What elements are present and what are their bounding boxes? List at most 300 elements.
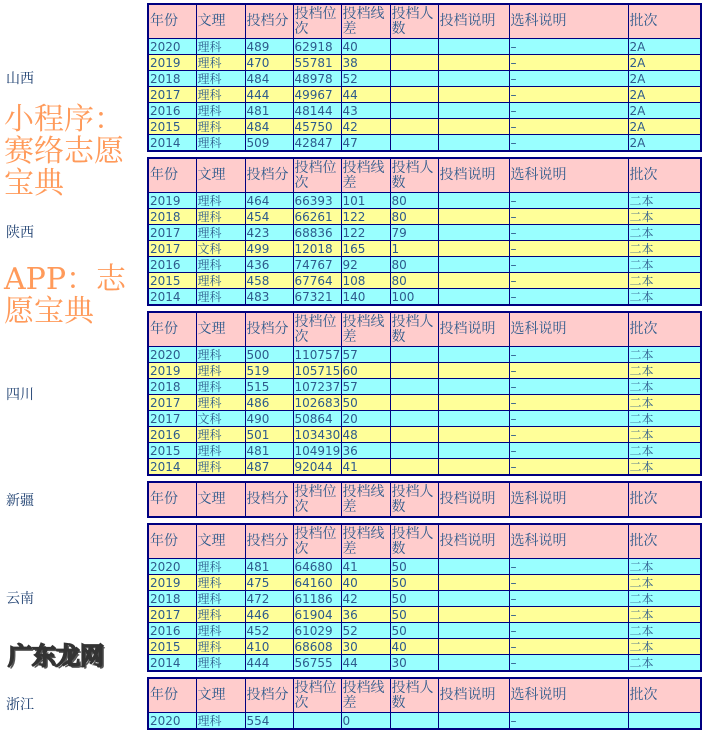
table-cell: 481	[245, 443, 293, 459]
column-header: 投档线差	[341, 482, 390, 517]
table-cell: 2017	[148, 225, 196, 241]
table-cell: 101	[341, 193, 390, 209]
table-cell: 2020	[148, 347, 196, 363]
table-row	[148, 607, 701, 623]
table-cell	[438, 55, 509, 71]
table-cell: 2015	[148, 273, 196, 289]
table-cell: 理科	[196, 459, 245, 476]
table-cell: 481	[245, 559, 293, 575]
table-cell: 2019	[148, 193, 196, 209]
table-cell: 2014	[148, 459, 196, 476]
column-header: 投档位次	[293, 312, 341, 347]
table-cell: 二本	[628, 273, 701, 289]
province-label: 新疆	[6, 492, 34, 509]
column-header: 投档线差	[341, 312, 390, 347]
table-cell: 二本	[628, 655, 701, 672]
table-cell: 2A	[628, 119, 701, 135]
column-header: 选科说明	[509, 312, 628, 347]
table-row	[148, 39, 701, 55]
table-cell: 理科	[196, 607, 245, 623]
table-cell: 55781	[293, 55, 341, 71]
column-header: 年份	[148, 312, 196, 347]
table-cell: 2020	[148, 39, 196, 55]
table-cell: 1	[390, 241, 438, 257]
table-cell: 40	[390, 639, 438, 655]
column-header: 年份	[148, 482, 196, 517]
table-cell: 理科	[196, 209, 245, 225]
table-cell	[438, 639, 509, 655]
table-cell: 36	[341, 443, 390, 459]
table-cell: 107237	[294, 379, 341, 394]
table-cell: 105715	[294, 363, 341, 378]
table-cell	[438, 411, 509, 427]
table-row	[148, 575, 701, 591]
table-row	[148, 639, 701, 655]
table-cell	[438, 363, 509, 379]
table-cell: –	[509, 639, 628, 655]
table-cell: 509	[245, 135, 293, 152]
table-row	[148, 119, 701, 135]
column-header: 投档人数	[390, 158, 438, 193]
table-row	[148, 55, 701, 71]
table-header-row	[148, 158, 701, 193]
table-cell: 122	[341, 209, 390, 225]
column-header: 投档线差	[341, 158, 390, 193]
score-tables	[0, 3, 704, 735]
table-cell: 45750	[293, 119, 341, 135]
table-cell: 文科	[196, 241, 245, 257]
column-header: 投档线差	[341, 678, 390, 713]
table-cell: 2018	[148, 209, 196, 225]
table-cell: 80	[390, 273, 438, 289]
table-cell: –	[509, 119, 628, 135]
table-cell	[390, 427, 438, 443]
column-header: 年份	[148, 524, 196, 559]
table-cell	[390, 395, 438, 411]
table-cell: 499	[245, 241, 293, 257]
table-cell: 2A	[628, 71, 701, 87]
table-cell: 二本	[628, 225, 701, 241]
table-cell: –	[509, 209, 628, 225]
table-cell: 110757	[294, 347, 341, 362]
table-cell	[438, 591, 509, 607]
column-header: 投档线差	[341, 524, 390, 559]
table-cell: 44	[341, 87, 390, 103]
admission-table	[147, 311, 702, 476]
column-header: 投档分	[245, 678, 293, 713]
column-header: 投档说明	[438, 524, 509, 559]
table-cell: –	[509, 225, 628, 241]
table-row	[148, 241, 701, 257]
table-cell: 57	[341, 347, 390, 363]
province-label: 陕西	[6, 224, 34, 241]
table-cell	[390, 39, 438, 55]
column-header: 投档人数	[390, 678, 438, 713]
table-cell	[390, 135, 438, 152]
table-cell	[438, 607, 509, 623]
table-cell: 458	[245, 273, 293, 289]
column-header: 批次	[628, 4, 701, 39]
column-header: 投档位次	[293, 158, 341, 193]
table-cell: 理科	[196, 623, 245, 639]
table-cell: 二本	[628, 395, 701, 411]
table-cell: 40	[341, 575, 390, 591]
table-header-row	[148, 678, 701, 713]
table-cell	[390, 87, 438, 103]
table-cell: 444	[245, 655, 293, 672]
table-cell: 二本	[628, 411, 701, 427]
column-header: 文理	[196, 4, 245, 39]
table-cell: 41	[341, 459, 390, 476]
table-cell: 67321	[293, 289, 341, 306]
table-cell: –	[509, 655, 628, 672]
table-cell: 50	[390, 607, 438, 623]
table-row	[148, 411, 701, 427]
table-cell: 48978	[293, 71, 341, 87]
table-cell: 50	[390, 575, 438, 591]
table-cell: 79	[390, 225, 438, 241]
table-cell: 理科	[196, 193, 245, 209]
table-cell: 二本	[628, 241, 701, 257]
table-cell: 40	[341, 39, 390, 55]
table-cell	[438, 623, 509, 639]
table-cell: 二本	[628, 459, 701, 476]
column-header: 投档线差	[341, 4, 390, 39]
table-cell: 二本	[628, 209, 701, 225]
column-header: 投档说明	[438, 482, 509, 517]
table-cell	[438, 575, 509, 591]
table-cell	[438, 225, 509, 241]
province-label: 浙江	[6, 696, 34, 713]
table-cell: 2018	[148, 379, 196, 395]
table-cell: –	[509, 591, 628, 607]
table-header-row	[148, 482, 701, 517]
table-cell: 48144	[293, 103, 341, 119]
table-cell: 2A	[628, 103, 701, 119]
province-label: 四川	[6, 386, 34, 403]
table-cell: 423	[245, 225, 293, 241]
table-cell: 66393	[293, 193, 341, 209]
table-cell: 2A	[628, 39, 701, 55]
admission-table	[147, 677, 702, 730]
column-header: 投档人数	[390, 312, 438, 347]
column-header: 批次	[628, 524, 701, 559]
column-header: 投档说明	[438, 312, 509, 347]
table-row	[148, 193, 701, 209]
column-header: 投档分	[245, 482, 293, 517]
table-row	[148, 559, 701, 575]
table-cell: 74767	[293, 257, 341, 273]
table-cell: 490	[245, 411, 293, 427]
table-cell: 2014	[148, 655, 196, 672]
table-cell: 理科	[196, 379, 245, 395]
table-cell: 554	[245, 713, 293, 730]
admission-table	[147, 481, 702, 518]
table-cell: 二本	[628, 623, 701, 639]
table-cell: 2018	[148, 591, 196, 607]
table-cell: –	[509, 459, 628, 476]
table-cell: 52	[341, 623, 390, 639]
table-cell	[438, 347, 509, 363]
table-cell: 2018	[148, 71, 196, 87]
column-header: 投档说明	[438, 4, 509, 39]
table-cell: 42	[341, 119, 390, 135]
table-cell: 41	[341, 559, 390, 575]
table-cell: 理科	[196, 559, 245, 575]
table-cell: 2014	[148, 289, 196, 306]
column-header: 投档位次	[293, 482, 341, 517]
table-cell: 57	[341, 379, 390, 395]
table-cell	[438, 71, 509, 87]
table-cell: 50	[341, 395, 390, 411]
table-cell: 102683	[294, 395, 341, 410]
admission-table	[147, 157, 702, 306]
table-cell: 30	[390, 655, 438, 672]
table-row	[148, 591, 701, 607]
column-header: 投档分	[245, 524, 293, 559]
table-cell: 二本	[628, 379, 701, 395]
admission-table	[147, 523, 702, 672]
column-header: 文理	[196, 524, 245, 559]
table-row	[148, 443, 701, 459]
table-cell	[438, 559, 509, 575]
table-cell: 二本	[628, 193, 701, 209]
table-cell: 理科	[196, 39, 245, 55]
table-row	[148, 87, 701, 103]
table-cell: 理科	[196, 289, 245, 306]
table-cell: –	[509, 443, 628, 459]
table-cell: 500	[245, 347, 293, 363]
table-cell: 理科	[196, 225, 245, 241]
province-section	[0, 677, 704, 730]
column-header: 选科说明	[509, 4, 628, 39]
table-cell: 二本	[628, 607, 701, 623]
table-cell	[438, 135, 509, 152]
column-header: 批次	[628, 158, 701, 193]
table-cell: 64160	[293, 575, 341, 591]
table-cell: –	[509, 55, 628, 71]
table-cell: 472	[245, 591, 293, 607]
table-cell	[390, 71, 438, 87]
table-cell: 486	[245, 395, 293, 411]
table-cell: 理科	[196, 119, 245, 135]
table-cell	[438, 379, 509, 395]
table-cell: 二本	[628, 289, 701, 306]
column-header: 投档说明	[438, 678, 509, 713]
column-header: 投档人数	[390, 524, 438, 559]
table-cell: 49967	[293, 87, 341, 103]
table-cell: 2015	[148, 443, 196, 459]
table-cell: –	[509, 363, 628, 379]
table-cell: 2017	[148, 241, 196, 257]
table-cell: 47	[341, 135, 390, 152]
table-cell: 理科	[196, 713, 245, 730]
table-cell: 452	[245, 623, 293, 639]
province-label: 山西	[6, 70, 34, 87]
table-cell	[390, 103, 438, 119]
table-cell: 68608	[293, 639, 341, 655]
table-cell: 2015	[148, 119, 196, 135]
table-cell	[438, 273, 509, 289]
table-cell: 30	[341, 639, 390, 655]
table-cell: 2017	[148, 411, 196, 427]
table-cell: –	[509, 411, 628, 427]
table-cell: 理科	[196, 257, 245, 273]
table-cell: 2020	[148, 559, 196, 575]
table-cell	[438, 257, 509, 273]
table-cell	[438, 39, 509, 55]
column-header: 文理	[196, 482, 245, 517]
table-row	[148, 347, 701, 363]
table-cell	[438, 427, 509, 443]
table-cell: 464	[245, 193, 293, 209]
column-header: 投档人数	[390, 4, 438, 39]
table-cell: 481	[245, 103, 293, 119]
table-cell: 50	[390, 623, 438, 639]
table-cell: 理科	[196, 347, 245, 363]
table-cell: 470	[245, 55, 293, 71]
table-cell: 501	[245, 427, 293, 443]
table-row	[148, 71, 701, 87]
table-cell: 519	[245, 363, 293, 379]
table-cell	[293, 713, 341, 730]
table-cell: 56755	[293, 655, 341, 672]
column-header: 投档说明	[438, 158, 509, 193]
table-cell: 484	[245, 71, 293, 87]
table-cell: –	[509, 39, 628, 55]
table-row	[148, 209, 701, 225]
table-cell	[390, 55, 438, 71]
column-header: 投档位次	[293, 678, 341, 713]
table-cell: 二本	[628, 257, 701, 273]
province-section	[0, 481, 704, 518]
table-cell: 64680	[293, 559, 341, 575]
table-cell: 61186	[293, 591, 341, 607]
table-cell: 理科	[196, 591, 245, 607]
table-cell: –	[509, 87, 628, 103]
watermark-miniprogram: 小程序：赛络志愿宝典	[4, 102, 124, 201]
table-cell	[438, 241, 509, 257]
table-cell: –	[509, 241, 628, 257]
column-header: 投档分	[245, 312, 293, 347]
table-cell: –	[509, 135, 628, 152]
column-header: 选科说明	[509, 482, 628, 517]
table-cell: 44	[341, 655, 390, 672]
table-cell: 61029	[293, 623, 341, 639]
table-cell: –	[509, 713, 628, 730]
table-cell	[438, 459, 509, 476]
table-cell: 2016	[148, 103, 196, 119]
table-cell: 理科	[196, 639, 245, 655]
table-cell: 理科	[196, 427, 245, 443]
table-cell: 60	[341, 363, 390, 379]
table-cell: 80	[390, 209, 438, 225]
table-row	[148, 257, 701, 273]
table-row	[148, 273, 701, 289]
table-cell: 二本	[628, 559, 701, 575]
table-cell: 108	[341, 273, 390, 289]
table-cell: 483	[245, 289, 293, 306]
table-cell: –	[509, 607, 628, 623]
column-header: 投档位次	[293, 4, 341, 39]
table-cell: 二本	[628, 639, 701, 655]
table-cell: 100	[390, 289, 438, 306]
table-cell: 2A	[628, 135, 701, 152]
table-cell: 2017	[148, 395, 196, 411]
table-cell: 理科	[196, 71, 245, 87]
table-cell: 理科	[196, 135, 245, 152]
table-cell: 42847	[293, 135, 341, 152]
column-header: 文理	[196, 312, 245, 347]
table-cell: –	[509, 193, 628, 209]
table-cell	[438, 103, 509, 119]
watermark-app: APP：志愿宝典	[4, 262, 127, 329]
table-cell: 二本	[628, 427, 701, 443]
table-header-row	[148, 524, 701, 559]
table-row	[148, 379, 701, 395]
province-section	[0, 157, 704, 306]
table-cell: 80	[390, 257, 438, 273]
table-cell	[390, 379, 438, 395]
table-cell: 2020	[148, 713, 196, 730]
column-header: 文理	[196, 678, 245, 713]
table-cell: –	[509, 575, 628, 591]
table-header-row	[148, 4, 701, 39]
table-cell: 2A	[628, 55, 701, 71]
table-cell: 50	[390, 591, 438, 607]
table-cell: 理科	[196, 363, 245, 379]
table-cell: 理科	[196, 655, 245, 672]
table-cell	[390, 459, 438, 476]
province-section	[0, 523, 704, 672]
table-cell	[390, 443, 438, 459]
table-cell: –	[509, 103, 628, 119]
table-row	[148, 427, 701, 443]
column-header: 选科说明	[509, 524, 628, 559]
province-label: 云南	[6, 590, 34, 607]
table-cell: 二本	[628, 363, 701, 379]
table-cell: 50864	[293, 411, 341, 427]
table-cell: 理科	[196, 87, 245, 103]
table-cell: 12018	[293, 241, 341, 257]
table-cell: 20	[341, 411, 390, 427]
table-row	[148, 289, 701, 306]
table-cell: 446	[245, 607, 293, 623]
table-cell: 2017	[148, 607, 196, 623]
table-cell: 二本	[628, 443, 701, 459]
table-cell	[390, 713, 438, 730]
column-header: 文理	[196, 158, 245, 193]
table-cell: 2A	[628, 87, 701, 103]
table-cell	[438, 209, 509, 225]
table-cell: 487	[245, 459, 293, 476]
table-cell	[438, 87, 509, 103]
table-cell	[438, 713, 509, 730]
table-cell	[390, 411, 438, 427]
table-cell: 489	[245, 39, 293, 55]
column-header: 选科说明	[509, 158, 628, 193]
province-section	[0, 311, 704, 476]
table-cell: –	[509, 379, 628, 395]
table-cell: 38	[341, 55, 390, 71]
table-row	[148, 103, 701, 119]
table-cell: –	[509, 395, 628, 411]
table-cell: 475	[245, 575, 293, 591]
table-cell: 92044	[293, 459, 341, 476]
table-cell: 二本	[628, 575, 701, 591]
table-cell: 122	[341, 225, 390, 241]
table-cell: 2015	[148, 639, 196, 655]
